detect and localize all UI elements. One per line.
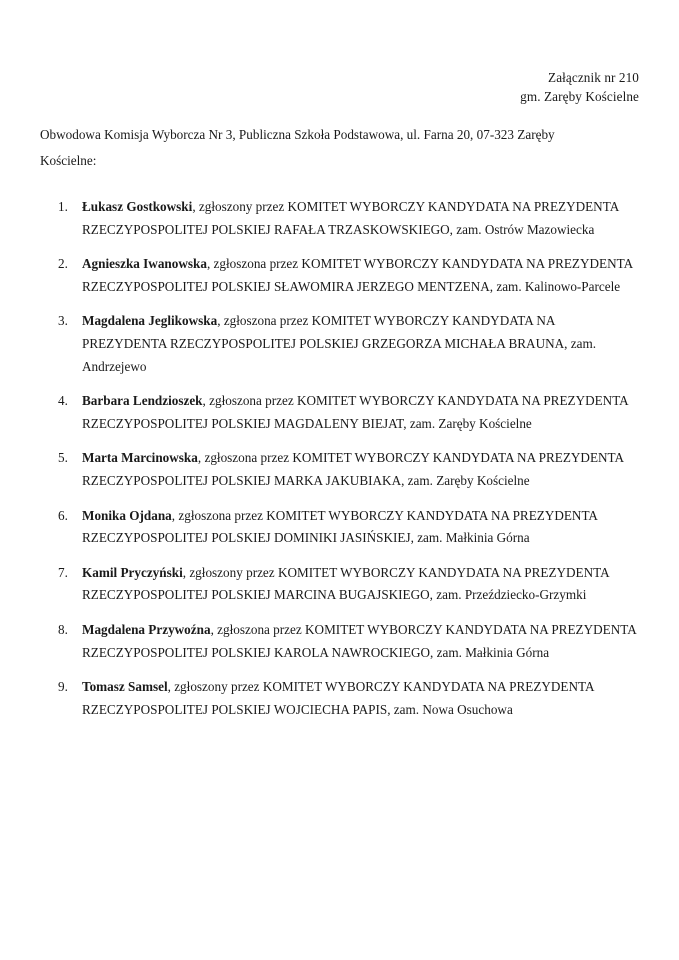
candidate-name: Barbara Lendzioszek [82, 393, 203, 409]
candidate-list-item [40, 447, 641, 492]
candidate-name: Agnieszka Iwanowska [82, 256, 207, 272]
candidate-committee-and-residence: , zgłoszony przez KOMITET WYBORCZY KANDYDATA NA PREZYDENTA RZECZYPOSPOLITEJ POLSKIEJ RAFAŁA TRZASKOWSKIEGO, zam. Ostrów Mazowiecka [82, 199, 619, 237]
candidate-name: Tomasz Samsel [82, 679, 168, 695]
candidate-list-item [40, 562, 641, 607]
candidate-name: Magdalena Jeglikowska [82, 313, 218, 329]
candidate-list-item [40, 505, 641, 550]
annex-number: Załącznik nr 210 [548, 70, 639, 85]
candidate-name: Kamil Pryczyński [82, 564, 183, 580]
candidate-entry-text [82, 310, 641, 378]
commission-intro-paragraph: Obwodowa Komisja Wyborcza Nr 3, Publiczna Szkoła Podstawowa, ul. Farna 20, 07-323 Zaręby Kościelne: [40, 127, 555, 168]
candidate-committee-and-residence: , zgłoszony przez KOMITET WYBORCZY KANDYDATA NA PREZYDENTA RZECZYPOSPOLITEJ POLSKIEJ MARCINA BUGAJSKIEGO, zam. Przeździecko-Grzymki [82, 564, 609, 603]
candidate-committee-and-residence: , zgłoszona przez KOMITET WYBORCZY KANDYDATA NA PREZYDENTA RZECZYPOSPOLITEJ POLSKIEJ MARKA JAKUBIAKA, zam. Zaręby Kościelne [82, 450, 624, 488]
candidate-list-item [40, 619, 641, 664]
candidate-number: 2. [58, 256, 68, 272]
candidate-list-item [40, 196, 641, 241]
candidate-number: 1. [58, 199, 68, 214]
candidate-committee-and-residence: , zgłoszona przez KOMITET WYBORCZY KANDYDATA NA PREZYDENTA RZECZYPOSPOLITEJ POLSKIEJ GRZEGORZA MICHAŁA BRAUNA, zam. Andrzejewo [82, 313, 596, 374]
candidate-number: 5. [58, 450, 68, 466]
candidate-entry-text [82, 562, 641, 607]
candidate-committee-and-residence: , zgłoszony przez KOMITET WYBORCZY KANDYDATA NA PREZYDENTA RZECZYPOSPOLITEJ POLSKIEJ WOJCIECHA PAPIS, zam. Nowa Osuchowa [82, 679, 594, 717]
candidate-list-item [40, 676, 641, 721]
candidate-list-item [40, 253, 641, 298]
candidate-list-item [40, 390, 641, 435]
candidate-number: 6. [58, 507, 68, 523]
candidate-committee-and-residence: , zgłoszona przez KOMITET WYBORCZY KANDYDATA NA PREZYDENTA RZECZYPOSPOLITEJ POLSKIEJ KAROLA NAWROCKIEGO, zam. Małkinia Górna [82, 621, 637, 660]
candidate-entry-text [82, 447, 641, 492]
annex-header [520, 68, 639, 106]
candidate-entry-text [82, 505, 641, 550]
candidate-list-item [40, 310, 641, 378]
candidate-entry-text [82, 676, 641, 721]
candidate-name: Magdalena Przywoźna [82, 621, 211, 637]
candidate-committee-and-residence: , zgłoszona przez KOMITET WYBORCZY KANDYDATA NA PREZYDENTA RZECZYPOSPOLITEJ POLSKIEJ SŁAWOMIRA JERZEGO MENTZENA, zam. Kalinowo-Parcele [82, 256, 633, 294]
candidate-entry-text [82, 619, 641, 664]
candidate-list [40, 196, 641, 721]
candidate-committee-and-residence: , zgłoszona przez KOMITET WYBORCZY KANDYDATA NA PREZYDENTA RZECZYPOSPOLITEJ POLSKIEJ MAGDALENY BIEJAT, zam. Zaręby Kościelne [82, 393, 628, 431]
candidate-number: 9. [58, 679, 68, 695]
candidate-number: 4. [58, 393, 68, 409]
candidate-entry-text [82, 253, 641, 298]
candidate-entry-text [82, 196, 641, 241]
candidate-committee-and-residence: , zgłoszona przez KOMITET WYBORCZY KANDYDATA NA PREZYDENTA RZECZYPOSPOLITEJ POLSKIEJ DOMINIKI JASIŃSKIEJ, zam. Małkinia Górna [82, 507, 598, 546]
candidate-name: Marta Marcinowska [82, 450, 198, 466]
candidate-name: Monika Ojdana [82, 507, 172, 523]
candidate-entry-text [82, 390, 641, 435]
candidate-name: Łukasz Gostkowski [82, 199, 193, 214]
candidate-number: 7. [58, 564, 68, 580]
annex-municipality: gm. Zaręby Kościelne [520, 89, 639, 104]
candidate-number: 3. [58, 313, 68, 329]
candidate-number: 8. [58, 621, 68, 637]
